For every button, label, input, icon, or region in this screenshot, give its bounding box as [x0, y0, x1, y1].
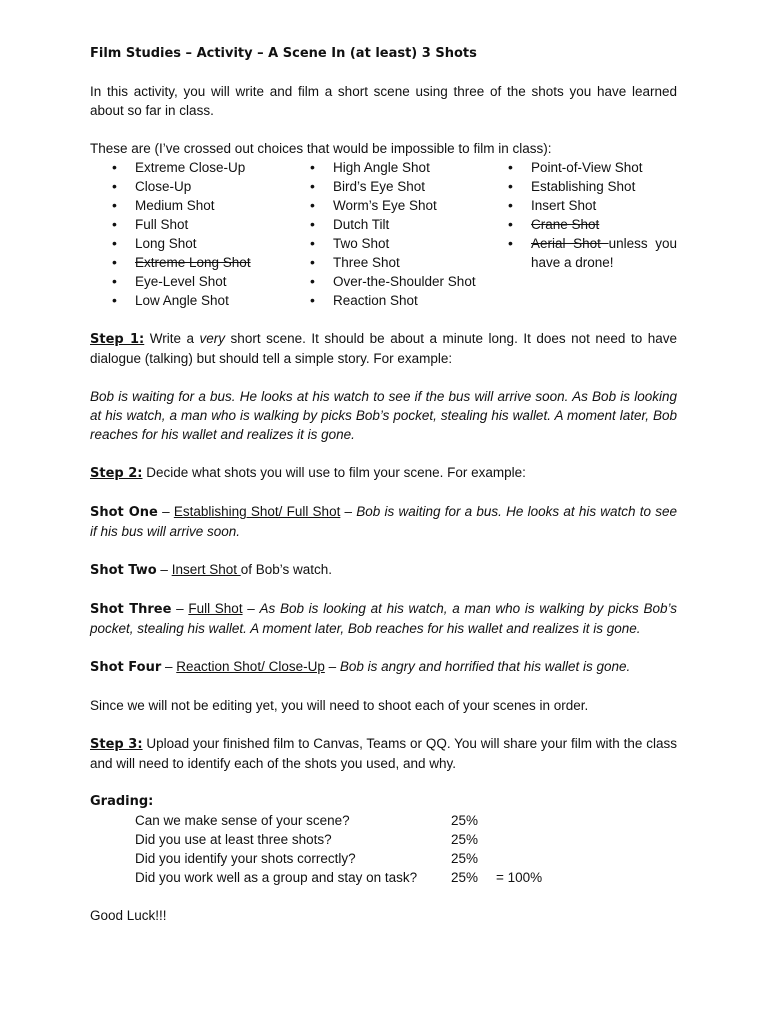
dash: –	[156, 562, 172, 577]
shot-item: • Low Angle Shot	[90, 291, 288, 310]
shot-three-label: Shot Three	[90, 602, 172, 617]
dash: –	[242, 601, 260, 616]
grading-criterion: Did you identify your shots correctly?	[135, 851, 356, 866]
shot-three-description: As Bob is looking at his watch, a man who is walking by picks Bob’s pocket, stealing his wallet. A moment later, Bob reaches for his wallet and realizes it is gone.	[90, 601, 678, 636]
shot-item: • Eye-Level Shot	[90, 272, 288, 291]
shot-item: • Establishing Shot	[486, 177, 677, 196]
shot-item: • Three Shot	[288, 253, 486, 272]
shot-item: • Bird’s Eye Shot	[288, 177, 486, 196]
shot-list-column-2	[288, 158, 486, 310]
grading-heading: Grading:	[90, 794, 154, 809]
dash: –	[324, 659, 340, 674]
shot-one-type: Establishing Shot/ Full Shot	[173, 504, 341, 519]
example-story: Bob is waiting for a bus. He looks at his watch to see if the bus will arrive soon. As Bob is looking at his watch, a man who is walking by picks Bob’s pocket, stealing his wallet. A moment later, Bob reaches for his wallet and realizes it is gone.	[90, 389, 677, 442]
grading-percent: 25%	[451, 813, 479, 828]
shot-item: • Two Shot	[288, 234, 486, 253]
shot-item: • Point-of-View Shot	[486, 158, 677, 177]
grading-row	[135, 830, 677, 849]
document-body	[90, 44, 677, 925]
shot-two-type: Insert Shot	[171, 562, 241, 577]
aerial-shot-crossed-out: Aerial Shot	[531, 236, 609, 251]
grading-percent: 25%	[451, 851, 479, 866]
step-1-text-a: Write a	[144, 331, 200, 346]
shot-four-paragraph	[90, 657, 677, 677]
grading-total: = 100%	[496, 870, 543, 885]
shot-two-paragraph	[90, 560, 677, 580]
shot-list	[90, 158, 677, 310]
shot-item: • Dutch Tilt	[288, 215, 486, 234]
shot-item: • Over-the-Shoulder Shot	[288, 272, 486, 291]
shot-one-label: Shot One	[90, 505, 158, 520]
shot-four-description: Bob is angry and horrified that his wallet is gone.	[339, 659, 631, 674]
shots-intro: These are (I’ve crossed out choices that would be impossible to film in class):	[90, 141, 552, 156]
grading-total	[496, 830, 556, 849]
aerial-shot-note: unless you have a drone!	[531, 236, 677, 270]
shot-item: • Extreme Close-Up	[90, 158, 288, 177]
dash: –	[340, 504, 357, 519]
dash: –	[161, 659, 177, 674]
shot-item: • Long Shot	[90, 234, 288, 253]
shot-list-column-1	[90, 158, 288, 310]
grading-criterion: Can we make sense of your scene?	[135, 813, 350, 828]
shot-item: • Insert Shot	[486, 196, 677, 215]
step-3-text: Upload your finished film to Canvas, Teams or QQ. You will share your film with the class and will need to identify each of the shots you used, and why.	[90, 736, 677, 771]
grading-row	[135, 868, 677, 887]
grading-criterion: Did you use at least three shots?	[135, 832, 332, 847]
step-1-text-b: short scene. It should be about a minute long. It does not need to have dialogue (talking) but should tell a simple story. For example:	[90, 331, 677, 366]
shot-three-type: Full Shot	[188, 601, 243, 616]
closing-line: Good Luck!!!	[90, 908, 167, 923]
shot-item: • Worm’s Eye Shot	[288, 196, 486, 215]
shot-item: • High Angle Shot	[288, 158, 486, 177]
shot-one-description: Bob is waiting for a bus. He looks at his watch to see if his bus will arrive soon.	[90, 504, 678, 539]
shot-two-label: Shot Two	[90, 563, 157, 578]
dash: –	[157, 504, 174, 519]
shot-item: • Medium Shot	[90, 196, 288, 215]
shot-four-type: Reaction Shot/ Close-Up	[176, 659, 325, 674]
shot-two-description: of Bob’s watch.	[240, 562, 333, 577]
grading-criterion: Did you work well as a group and stay on task?	[135, 870, 418, 885]
shot-three-paragraph	[90, 599, 677, 638]
intro-paragraph: In this activity, you will write and film a short scene using three of the shots you have learned about so far in class.	[90, 84, 677, 118]
shot-item-crossed-out: • Extreme Long Shot	[90, 253, 288, 272]
grading-total	[496, 849, 556, 868]
step-3-paragraph	[90, 734, 677, 773]
grading-row	[135, 849, 677, 868]
step-1-emphasis: very	[199, 331, 226, 346]
grading-total	[496, 811, 556, 830]
shot-item: • Reaction Shot	[288, 291, 486, 310]
shot-item: • Full Shot	[90, 215, 288, 234]
step-3-label: Step 3:	[90, 737, 143, 752]
shot-list-column-3	[486, 158, 677, 310]
step-2-label: Step 2:	[90, 466, 143, 481]
document-title: Film Studies – Activity – A Scene In (at least) 3 Shots	[90, 46, 477, 61]
shot-item-crossed-out: • Crane Shot	[486, 215, 677, 234]
grading-table	[135, 811, 677, 887]
grading-percent: 25%	[451, 832, 479, 847]
step-1-label: Step 1:	[90, 332, 145, 347]
step-2-paragraph	[90, 463, 677, 483]
shot-item: • Close-Up	[90, 177, 288, 196]
shot-item-aerial	[486, 234, 677, 272]
step-1-paragraph	[90, 329, 677, 368]
step-2-text: Decide what shots you will use to film your scene. For example:	[142, 465, 526, 480]
shot-one-paragraph	[90, 502, 677, 541]
grading-percent: 25%	[451, 870, 479, 885]
editing-note: Since we will not be editing yet, you will need to shoot each of your scenes in order.	[90, 698, 589, 713]
dash: –	[171, 601, 189, 616]
shot-four-label: Shot Four	[90, 660, 162, 675]
grading-row	[135, 811, 677, 830]
